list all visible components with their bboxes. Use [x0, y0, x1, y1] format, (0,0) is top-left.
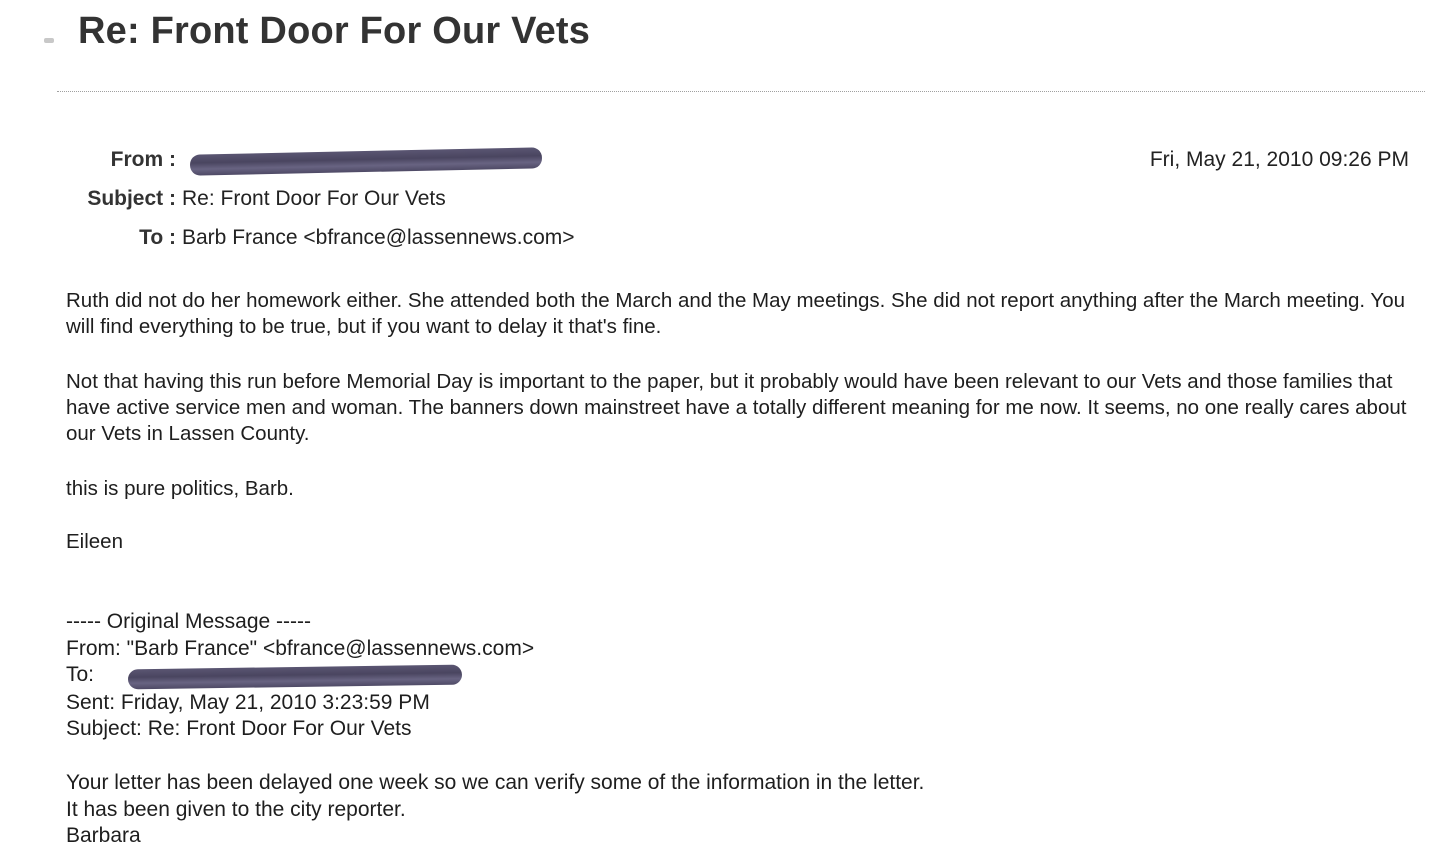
original-to-label: To:: [66, 663, 95, 686]
original-sent: Sent: Friday, May 21, 2010 3:23:59 PM: [66, 691, 430, 714]
original-message-separator: ----- Original Message -----: [66, 610, 312, 633]
title-divider: [57, 91, 1425, 92]
original-from: From: "Barb France" <bfrance@lassennews.com>: [66, 637, 535, 660]
subject-row: [0, 185, 700, 213]
to-value: Barb France <bfrance@lassennews.com>: [182, 226, 575, 249]
reply-line: Your letter has been delayed one week so we can verify some of the information in the letter.: [66, 771, 925, 794]
from-label: From :: [110, 148, 176, 171]
subject-label: Subject :: [87, 187, 176, 210]
email-title: Re: Front Door For Our Vets: [78, 10, 591, 52]
title-bullet: [44, 38, 54, 43]
sent-date: Fri, May 21, 2010 09:26 PM: [1149, 148, 1409, 171]
reply-signature: Barbara: [66, 824, 141, 847]
original-subject: Subject: Re: Front Door For Our Vets: [66, 717, 412, 740]
signature: Eileen: [66, 530, 123, 553]
subject-value: Re: Front Door For Our Vets: [182, 187, 446, 210]
to-row: [0, 224, 800, 252]
to-redaction: [128, 665, 462, 690]
reply-line: It has been given to the city reporter.: [66, 798, 406, 821]
body-paragraph: Ruth did not do her homework either. She attended both the March and the May meetings. She did not report anything after the March meeting. You will find everything to be true, but if you want to delay it that's fine.: [66, 289, 1406, 338]
to-label: To :: [139, 226, 176, 249]
body-paragraph: this is pure politics, Barb.: [66, 477, 294, 500]
body-paragraph: Not that having this run before Memorial Day is important to the paper, but it probably would have been relevant to our Vets and those families that have active service men and woman. The banners down mainstreet have a totally different meaning for me now. It seems, no one really cares about our Vets in Lassen County.: [66, 370, 1407, 445]
